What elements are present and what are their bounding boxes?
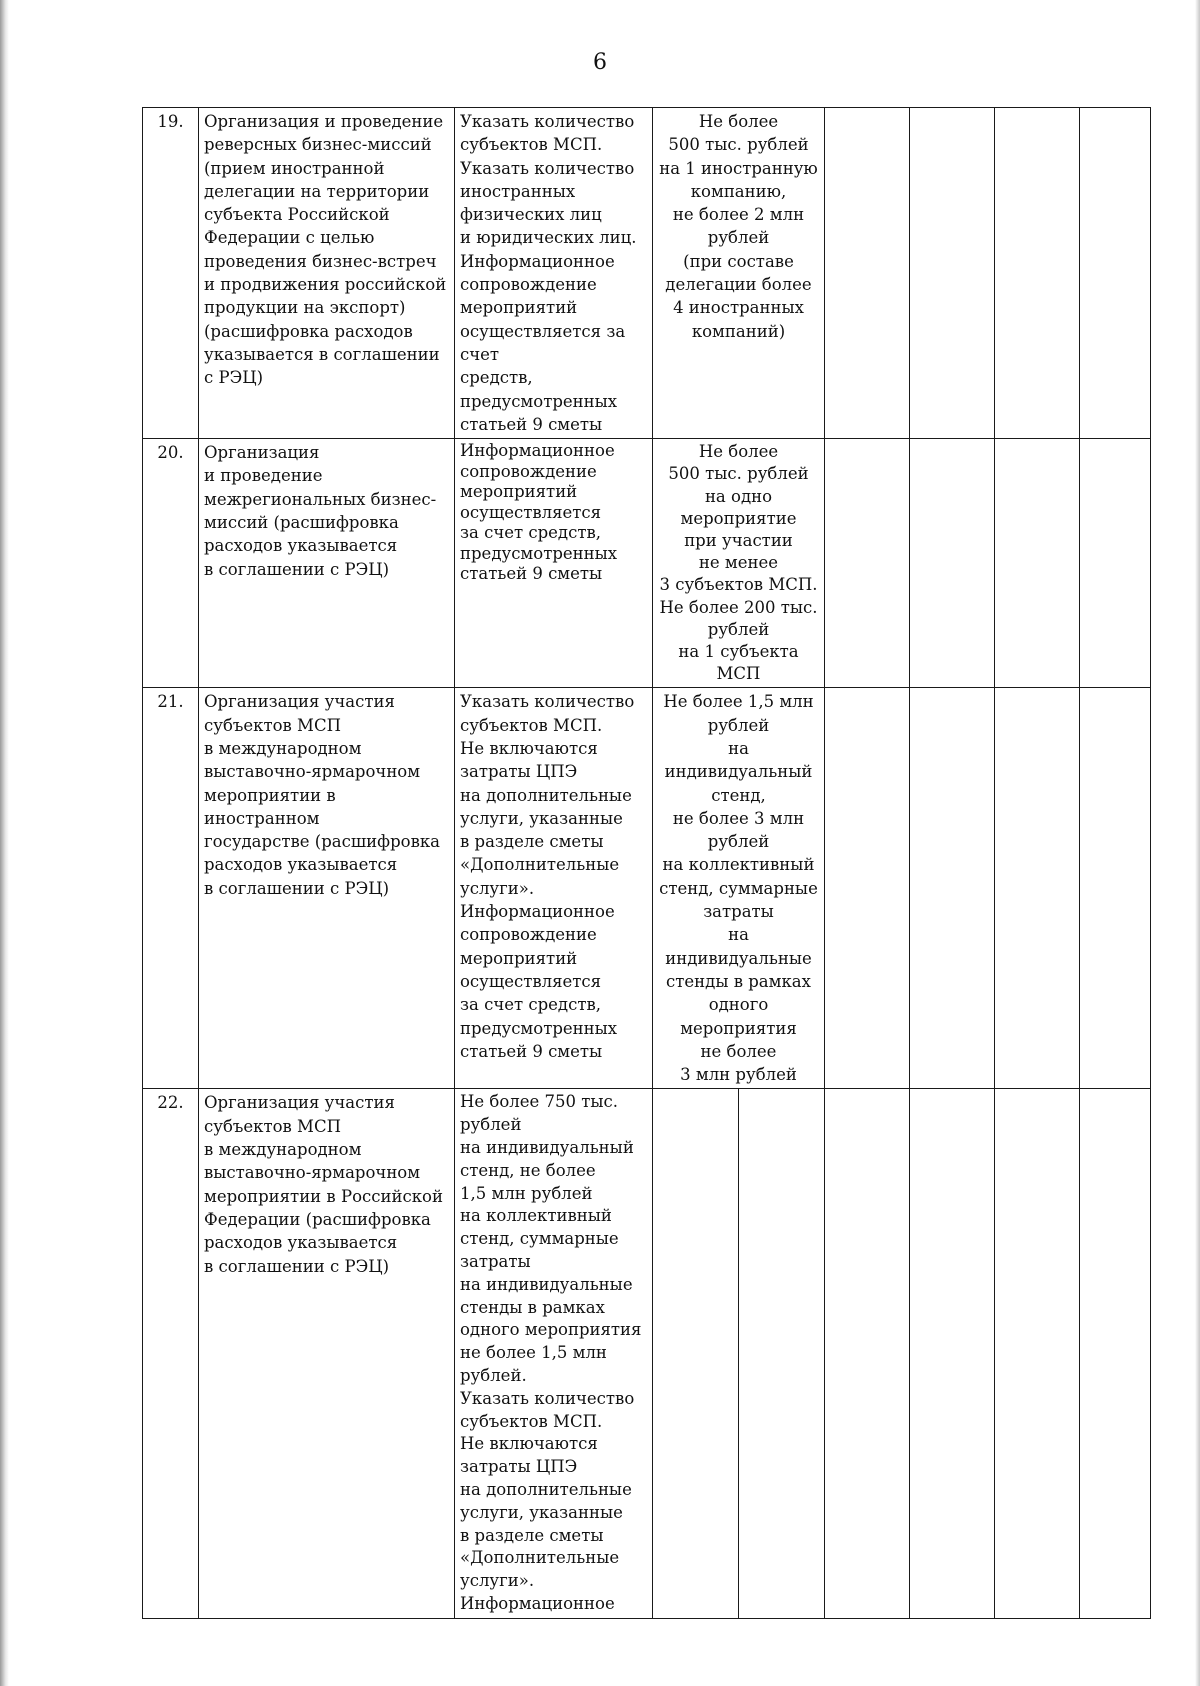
activity-cell: Организация участия субъектов МСП в международном выставочно-ярмарочном мероприятии в иностранном государстве (расшифровка расходов указывается в соглашении с РЭЦ) [199,688,455,1089]
empty-cell [995,108,1080,439]
limit-cell: Не более 1,5 млн рублей на индивидуальный стенд, не более 3 млн рублей на коллективный стенд, суммарные затраты на индивидуальные стенды в рамках одного мероприятия не более 3 млн рублей [653,688,825,1089]
empty-cell [1080,439,1151,688]
empty-cell [910,108,995,439]
row-number: 20. [143,439,199,688]
empty-cell [1080,688,1151,1089]
empty-cell [825,108,910,439]
empty-cell [825,439,910,688]
empty-cell [995,1089,1080,1619]
row-number: 22. [143,1089,199,1619]
row-number: 19. [143,108,199,439]
table-row [143,439,1151,688]
activity-cell: Организация участия субъектов МСП в международном выставочно-ярмарочном мероприятии в Российской Федерации (расшифровка расходов указывается в соглашении с РЭЦ) [199,1089,455,1619]
empty-cell [995,688,1080,1089]
table-row [143,108,1151,439]
table-row [143,1089,1151,1619]
activity-cell: Организация и проведение межрегиональных бизнес- миссий (расшифровка расходов указывается в соглашении с РЭЦ) [199,439,455,688]
empty-cell [910,1089,995,1619]
expense-table [142,107,1151,1619]
empty-cell [1080,108,1151,439]
empty-cell [910,439,995,688]
empty-cell [825,688,910,1089]
requirements-cell: Указать количество субъектов МСП. Не включаются затраты ЦПЭ на дополнительные услуги, указанные в разделе сметы «Дополнительные услуги». Информационное сопровождение мероприятий осуществляется за счет средств, предусмотренных статьей 9 сметы [455,688,653,1089]
empty-cell [995,439,1080,688]
empty-cell [1080,1089,1151,1619]
empty-cell [739,1089,825,1619]
limit-cell [653,1089,739,1619]
requirements-cell: Указать количество субъектов МСП. Указать количество иностранных физических лиц и юридических лиц. Информационное сопровождение мероприятий осуществляется за счет средств, предусмотренных статьей 9 сметы [455,108,653,439]
limit-cell: Не более 500 тыс. рублей на 1 иностранную компанию, не более 2 млн рублей (при составе делегации более 4 иностранных компаний) [653,108,825,439]
requirements-cell: Информационное сопровождение мероприятий осуществляется за счет средств, предусмотренных статьей 9 сметы [455,439,653,688]
requirements-cell: Не более 750 тыс. рублей на индивидуальный стенд, не более 1,5 млн рублей на коллективный стенд, суммарные затраты на индивидуальные стенды в рамках одного мероприятия не более 1,5 млн рублей. Указать количество субъектов МСП. Не включаются затраты ЦПЭ на дополнительные услуги, указанные в разделе сметы «Дополнительные услуги». Информационное [455,1089,653,1619]
row-number: 21. [143,688,199,1089]
scan-edge-left [0,0,9,1686]
page-number: 6 [593,50,607,75]
empty-cell [910,688,995,1089]
activity-cell: Организация и проведение реверсных бизнес-миссий (прием иностранной делегации на территории субъекта Российской Федерации с целью проведения бизнес-встреч и продвижения российской продукции на экспорт) (расшифровка расходов указывается в соглашении с РЭЦ) [199,108,455,439]
empty-cell [825,1089,910,1619]
scan-edge-right [1195,0,1200,1686]
table-row [143,688,1151,1089]
limit-cell: Не более 500 тыс. рублей на одно мероприятие при участии не менее 3 субъектов МСП. Не более 200 тыс. рублей на 1 субъекта МСП [653,439,825,688]
